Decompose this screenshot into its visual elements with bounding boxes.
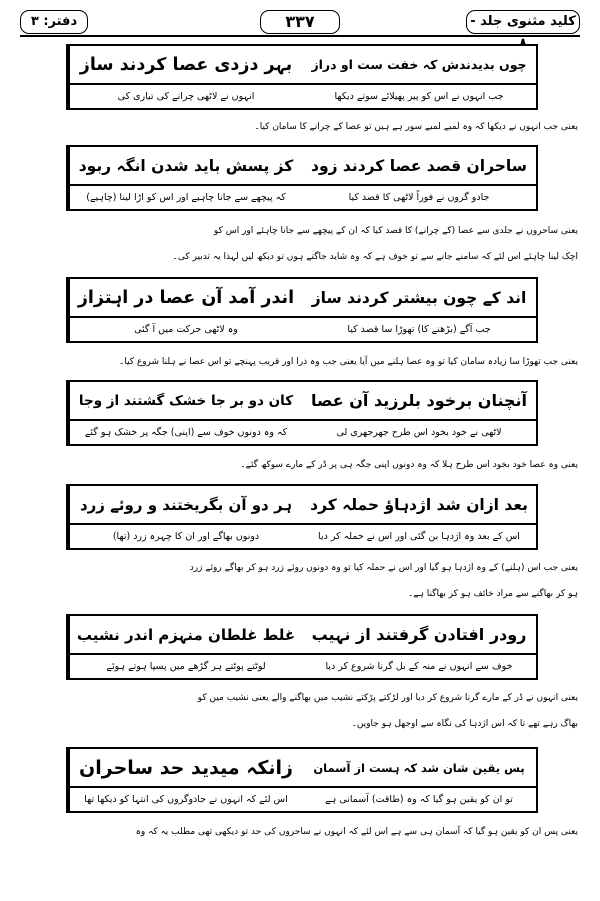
translation-first: خوف سے انہوں نے منہ کے بل گرنا شروع کر دیا <box>325 661 513 672</box>
couplet-table <box>66 44 538 110</box>
page-header <box>20 8 580 36</box>
misra-first: چوں بدیدندش کہ خفت ست او دراز <box>302 46 536 85</box>
book-title-badge: کلید مثنوی جلد - <box>466 10 580 34</box>
translation-first: تو ان کو یقین ہو گیا کہ وہ (طاقت) آسمانی ہے <box>325 794 513 805</box>
couplet-table <box>66 747 538 813</box>
misra-second: بہر دزدی عصا کردند ساز <box>68 46 302 85</box>
explanation-line: یعنی جب تھوڑا سا زیادہ سامان کیا تو وہ عصا ہلنے میں آیا یعنی جب وہ ذرا اور قریب پہنچے تو اس عصا نے ہلنا شروع کیا۔ <box>118 357 578 367</box>
misra-second: کز پسش باید شدن انگہ ربود <box>68 147 302 186</box>
couplet-table <box>66 277 538 343</box>
misra-first: اند کے چون بیشتر کردند ساز <box>302 279 536 318</box>
header-rule <box>20 35 580 37</box>
translation-first: جادو گروں نے فوراً لاٹھی کا قصد کیا <box>348 192 490 203</box>
translation-second: کہ وہ دونوں خوف سے (اپنی) جگہ پر خشک ہو گئے <box>68 421 302 444</box>
explanation-line: یعنی وہ عصا خود بخود اس طرح ہلا کہ وہ دونوں اپنی جگہ ہی پر ڈر کے مارے سوکھ گئے۔ <box>240 460 578 470</box>
translation-first: جب آگے (بڑھنے کا) تھوڑا سا قصد کیا <box>347 324 491 335</box>
explanation-line: یعنی پس ان کو یقین ہو گیا کہ آسمان ہی سے ہے اس لئے کہ انہوں نے ساحروں کی حد تو دیکھی تھی مطلب یہ کہ وہ <box>135 827 578 837</box>
explanation-line: ہو کر بھاگنے سے مراد خائف ہو کر بھاگنا ہے۔ <box>408 589 578 599</box>
couplet-table <box>66 614 538 680</box>
translation-first: اس کے بعد وہ اژدہا بن گئی اور اس نے حملہ کر دیا <box>318 531 520 542</box>
translation-second: کہ پیچھے سے جانا چاہیے اور اس کو اڑا لینا (چاہیے) <box>68 186 302 209</box>
misra-first: رودر افتادن گرفتند از نہیب <box>302 616 536 655</box>
explanation-line: بھاگ رہے تھے تا کہ اس اژدہا کی نگاہ سے اوجھل ہو جاویں۔ <box>351 719 578 729</box>
translation-second: وہ لاٹھی حرکت میں آ گئی <box>68 318 302 341</box>
misra-second: زانکہ میدید حد ساحران <box>68 749 302 788</box>
page-number-badge: ۳۳۷ <box>260 10 340 34</box>
translation-second: انہوں نے لاٹھی چرانے کی تیاری کی <box>68 85 302 108</box>
translation-second: دونوں بھاگے اور ان کا چہرہ زرد (تھا) <box>68 525 302 548</box>
explanation-line: یعنی ساحروں نے جلدی سے عصا (کے چرانے) کا قصد کیا کہ ان کے پیچھے سے جانا چاہئے اور اس کو <box>213 226 578 236</box>
translation-first: لاٹھی نے خود بخود اس طرح جھرجھری لی <box>336 427 502 438</box>
translation-first: جب انہوں نے اس کو پیر پھیلائے سوتے دیکھا <box>334 91 504 102</box>
translation-second: لوٹتے پوٹتے ہر گڑھے میں پسپا ہوتے ہوئے <box>68 655 302 678</box>
couplet-table <box>66 145 538 211</box>
misra-first: بعد ازان شد اژدہاؤ حملہ کرد <box>302 486 536 525</box>
couplet-table <box>66 484 538 550</box>
misra-second: اندر آمد آن عصا در اہتزاز <box>68 279 302 318</box>
explanation-line: اچک لینا چاہئے اس لئے کہ سامنے جانے سے تو خوف ہے کہ وہ شاید جاگتے ہوں تو دیکھ لیں لہذا یہ تدبیر کی۔ <box>172 252 578 262</box>
misra-second: ہر دو آن بگریختند و روئے زرد <box>68 486 302 525</box>
explanation-line: یعنی جب انہوں نے دیکھا کہ وہ لمبے لمبے سور ہے ہیں تو عصا کے چرانے کا سامان کیا۔ <box>254 122 578 132</box>
misra-first: پس یقین شان شد کہ ہست از آسمان <box>302 749 536 788</box>
explanation-line: یعنی انہوں نے ڈر کے مارے گرنا شروع کر دیا اور لڑکتے پڑکتے نشیب میں بھاگنے والے یعنی نشیب میں کو <box>197 693 578 703</box>
misra-second: کان دو بر جا خشک گشتند از وجا <box>68 382 302 421</box>
translation-second: اس لئے کہ انہوں نے جادوگروں کی انتہا کو دیکھا تھا <box>68 788 302 811</box>
misra-first: آنچنان برخود بلرزید آن عصا <box>302 382 536 421</box>
daftar-badge: دفتر: ۳ <box>20 10 88 34</box>
explanation-line: یعنی جب اس (ہلنے) کے وہ اژدہا ہو گیا اور اس نے حملہ کیا تو وہ دونوں روئے زرد ہو کر بھاگے روئے زرد <box>189 563 578 573</box>
couplet-table <box>66 380 538 446</box>
misra-first: ساحران قصد عصا کردند زود <box>302 147 536 186</box>
misra-second: غلط غلطان منہزم اندر نشیب <box>68 616 302 655</box>
